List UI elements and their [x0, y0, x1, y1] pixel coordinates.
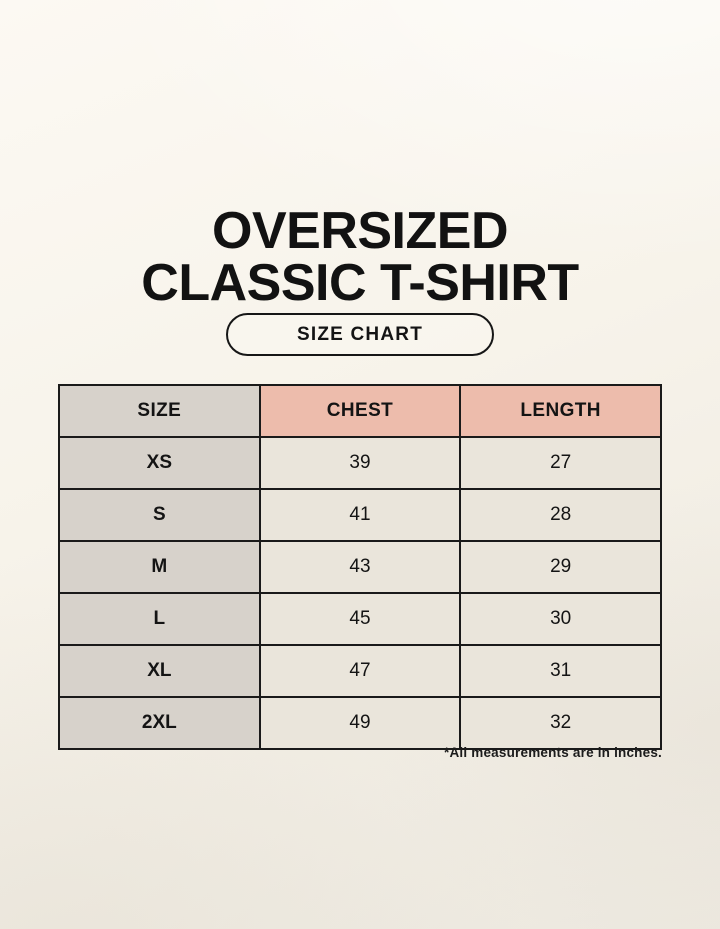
- page-title: [0, 201, 720, 312]
- size-chart-button-label: SIZE CHART: [297, 323, 423, 345]
- size-table: [58, 384, 662, 750]
- length-value: 29: [460, 541, 661, 593]
- chest-value: 49: [260, 697, 461, 749]
- table-row-xs: [59, 437, 661, 489]
- table-row-xl: [59, 645, 661, 697]
- table-row-m: [59, 541, 661, 593]
- length-value: 32: [460, 697, 661, 749]
- length-value: 30: [460, 593, 661, 645]
- chest-value: 45: [260, 593, 461, 645]
- length-value: 31: [460, 645, 661, 697]
- chest-value: 41: [260, 489, 461, 541]
- table-row-l: [59, 593, 661, 645]
- size-label: 2XL: [59, 697, 260, 749]
- size-label: XS: [59, 437, 260, 489]
- table-row-s: [59, 489, 661, 541]
- chest-value: 39: [260, 437, 461, 489]
- measurements-note: *All measurements are in inches.: [444, 745, 662, 760]
- column-header-size: SIZE: [59, 385, 260, 437]
- size-table-header: [59, 385, 661, 437]
- chest-value: 43: [260, 541, 461, 593]
- title-line-2: CLASSIC T-SHIRT: [141, 253, 579, 312]
- size-label: XL: [59, 645, 260, 697]
- size-label: M: [59, 541, 260, 593]
- length-value: 28: [460, 489, 661, 541]
- column-header-chest: CHEST: [260, 385, 461, 437]
- title-line-1: OVERSIZED: [212, 201, 508, 260]
- chest-value: 47: [260, 645, 461, 697]
- size-label: S: [59, 489, 260, 541]
- column-header-length: LENGTH: [460, 385, 661, 437]
- size-label: L: [59, 593, 260, 645]
- table-row-2xl: [59, 697, 661, 749]
- header-row: [59, 385, 661, 437]
- size-chart-button[interactable]: [226, 313, 494, 356]
- size-table-body: [59, 437, 661, 749]
- length-value: 27: [460, 437, 661, 489]
